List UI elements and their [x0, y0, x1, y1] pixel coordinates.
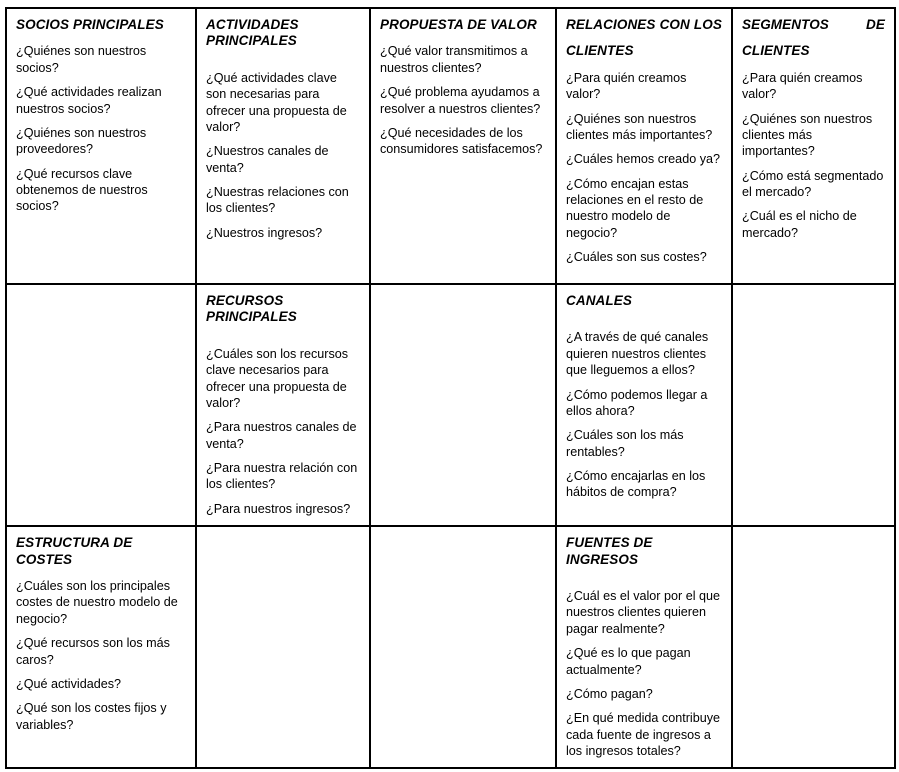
cell-value-proposition — [370, 8, 556, 284]
list-item: ¿Qué recursos clave obtenemos de nuestros socios? — [16, 166, 148, 214]
cell-title-cost-structure: ESTRUCTURA DE COSTES — [16, 535, 133, 567]
cell-title-key-partners: SOCIOS PRINCIPALES — [16, 17, 164, 32]
cell-customer-segments — [732, 8, 895, 284]
list-item: ¿Quiénes son nuestros proveedores? — [16, 125, 147, 157]
question-list-cost-structure — [16, 578, 186, 733]
cell-empty-center-middle — [370, 284, 556, 526]
list-item: ¿Qué actividades? — [16, 676, 122, 691]
list-item: ¿Qué necesidades de los consumidores satisfacemos? — [380, 125, 543, 157]
list-item: ¿Cómo encajan estas relaciones en el resto de nuestro modelo de negocio? — [566, 176, 704, 240]
list-item: ¿En qué medida contribuye cada fuente de ingresos a los ingresos totales? — [566, 711, 721, 758]
list-item: ¿Nuestros canales de venta? — [206, 144, 329, 175]
question-list-revenue-streams — [566, 578, 722, 759]
list-item: ¿Nuestras relaciones con los clientes? — [206, 185, 349, 216]
list-item: ¿Cómo encajarlas en los hábitos de compra? — [566, 468, 706, 500]
list-item: ¿Cuál es el valor por el que nuestros clientes quieren pagar realmente? — [566, 589, 721, 636]
question-list-value-proposition — [380, 43, 546, 157]
list-item: ¿Nuestros ingresos? — [206, 225, 323, 240]
cell-key-partners — [6, 8, 196, 284]
list-item: ¿Cuál es el nicho de mercado? — [742, 209, 857, 240]
list-item: ¿Qué actividades clave son necesarias para ofrecer una propuesta de valor? — [206, 70, 347, 135]
cell-title-customer-relationships — [566, 17, 722, 33]
list-item: ¿Qué problema ayudamos a resolver a nuestros clientes? — [380, 85, 541, 116]
cell-empty-right-middle — [732, 284, 895, 526]
list-item: ¿Cuáles son los recursos clave necesarios para ofrecer una propuesta de valor? — [206, 346, 349, 411]
title-word-2: DE — [866, 17, 885, 32]
cell-title-customer-segments — [742, 17, 885, 33]
list-item: ¿Qué recursos son los más caros? — [16, 636, 170, 667]
cell-revenue-streams — [556, 526, 732, 768]
cell-cost-structure — [6, 526, 196, 768]
list-item: ¿Qué valor transmitimos a nuestros clientes? — [380, 44, 528, 75]
list-item: ¿Quiénes son nuestros socios? — [16, 44, 147, 75]
title-word-1: RELACIONES — [566, 17, 656, 32]
canvas-row-bottom — [6, 526, 895, 768]
cell-title-key-activities: ACTIVIDADES PRINCIPALES — [206, 17, 299, 49]
list-item: ¿Qué es lo que pagan actualmente? — [566, 646, 691, 677]
question-list-customer-relationships — [566, 70, 722, 266]
cell-customer-relationships — [556, 8, 732, 284]
business-model-canvas — [0, 7, 899, 772]
cell-title-customer-segments-line2: CLIENTES — [742, 43, 810, 59]
list-item: ¿Quiénes son nuestros clientes más importantes? — [742, 111, 873, 159]
list-item: ¿Para nuestros ingresos? — [206, 501, 351, 516]
list-item: ¿Para quién creamos valor? — [742, 70, 863, 102]
list-item: ¿Cómo podemos llegar a ellos ahora? — [566, 387, 708, 418]
canvas-grid — [5, 7, 896, 769]
question-list-key-partners — [16, 43, 186, 214]
cell-title-revenue-streams: FUENTES DE INGRESOS — [566, 535, 653, 567]
cell-channels — [556, 284, 732, 526]
list-item: ¿Cómo está segmentado el mercado? — [742, 168, 884, 200]
cell-title-value-proposition: PROPUESTA DE VALOR — [380, 17, 537, 32]
list-item: ¿Para nuestros canales de venta? — [206, 420, 357, 451]
list-item: ¿Cuáles son los principales costes de nuestro modelo de negocio? — [16, 579, 178, 626]
list-item: ¿Qué son los costes fijos y variables? — [16, 701, 167, 732]
question-list-customer-segments — [742, 70, 885, 241]
list-item: ¿Cuáles son los más rentables? — [566, 428, 684, 459]
cell-key-activities — [196, 8, 370, 284]
question-list-key-activities — [206, 60, 360, 241]
canvas-row-top — [6, 8, 895, 284]
list-item: ¿Cuáles hemos creado ya? — [566, 152, 721, 167]
cell-title-key-resources: RECURSOS PRINCIPALES — [206, 293, 297, 325]
cell-empty-col5-bottom — [732, 526, 895, 768]
cell-empty-col2-bottom — [196, 526, 370, 768]
list-item: ¿Para nuestra relación con los clientes? — [206, 461, 358, 492]
cell-title-channels: CANALES — [566, 293, 632, 308]
cell-empty-left-middle — [6, 284, 196, 526]
list-item: ¿A través de qué canales quieren nuestros clientes que lleguemos a ellos? — [566, 330, 709, 378]
cell-title-customer-relationships-line2: CLIENTES — [566, 43, 634, 59]
question-list-key-resources — [206, 336, 360, 517]
list-item: ¿Quiénes son nuestros clientes más importantes? — [566, 111, 713, 143]
question-list-channels — [566, 319, 722, 500]
cell-key-resources — [196, 284, 370, 526]
list-item: ¿Cuáles son sus costes? — [566, 250, 707, 265]
title-word-1: SEGMENTOS — [742, 17, 829, 32]
title-word-2: CON — [659, 17, 690, 32]
list-item: ¿Para quién creamos valor? — [566, 70, 687, 102]
list-item: ¿Cómo pagan? — [566, 686, 653, 701]
cell-empty-col3-bottom — [370, 526, 556, 768]
title-word-3: LOS — [693, 17, 722, 32]
list-item: ¿Qué actividades realizan nuestros socios? — [16, 85, 162, 116]
canvas-row-middle — [6, 284, 895, 526]
